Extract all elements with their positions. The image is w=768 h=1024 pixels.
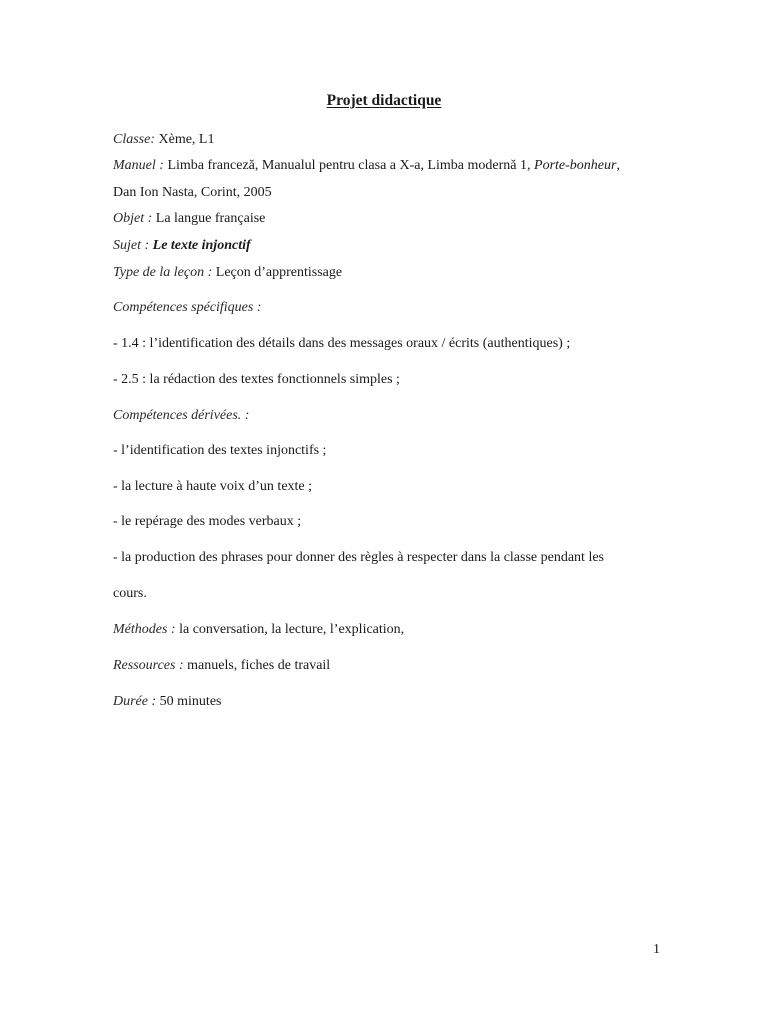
competence-specifique-item: - 2.5 : la rédaction des textes fonctionnels simples ; [113, 372, 400, 387]
objet-line [113, 209, 265, 229]
manuel-value-part1: Limba franceză, Manualul pentru clasa a X-a, Limba modernă 1, [163, 158, 535, 173]
methodes-line [113, 620, 404, 640]
sujet-label: Sujet : [113, 238, 150, 253]
page-number: 1 [653, 942, 660, 957]
competence-derivee-item: - la production des phrases pour donner des règles à respecter dans la classe pendant les [113, 550, 604, 565]
ressources-label: Ressources : [113, 658, 184, 673]
ressources-line [113, 656, 330, 676]
type-lecon-line [113, 263, 342, 283]
competence-derivee-item: - la lecture à haute voix d’un texte ; [113, 479, 313, 494]
duree-line [113, 692, 222, 712]
sujet-value: Le texte injonctif [152, 238, 251, 253]
document-title: Projet didactique [326, 92, 442, 109]
manuel-value-part2: , [616, 158, 620, 173]
duree-label: Durée : [113, 694, 157, 709]
objet-label: Objet : [113, 211, 153, 226]
sujet-line [113, 236, 251, 256]
classe-line [113, 130, 214, 150]
duree-value: 50 minutes [156, 694, 222, 709]
manuel-line [113, 156, 620, 176]
methodes-label: Méthodes : [113, 622, 176, 637]
classe-label: Classe: [113, 132, 155, 147]
competence-specifique-item: - 1.4 : l’identification des détails dans des messages oraux / écrits (authentiques) ; [113, 336, 571, 351]
ressources-value: manuels, fiches de travail [183, 658, 331, 673]
competences-derivees-heading: Compétences dérivées. : [113, 408, 250, 423]
competence-derivee-item: - l’identification des textes injonctifs ; [113, 443, 327, 458]
manuel-continuation: Dan Ion Nasta, Corint, 2005 [113, 185, 272, 200]
competences-specifiques-heading: Compétences spécifiques : [113, 300, 262, 315]
classe-value: Xème, L1 [155, 132, 215, 147]
competence-derivee-item: - le repérage des modes verbaux ; [113, 514, 302, 529]
objet-value: La langue française [152, 211, 266, 226]
competence-derivee-item: cours. [113, 586, 147, 601]
manuel-label: Manuel : [113, 158, 164, 173]
methodes-value: la conversation, la lecture, l’explication, [175, 622, 405, 637]
manuel-value-italic: Porte-bonheur [534, 158, 617, 173]
type-lecon-value: Leçon d’apprentissage [212, 265, 343, 280]
type-lecon-label: Type de la leçon : [113, 265, 213, 280]
